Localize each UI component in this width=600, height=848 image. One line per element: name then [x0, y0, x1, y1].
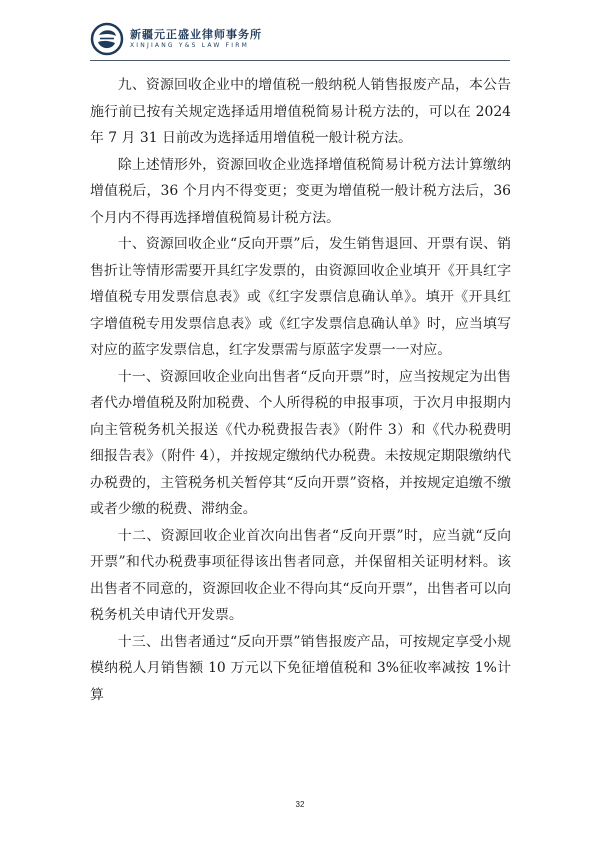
firm-logo-icon [90, 22, 124, 56]
header-divider [90, 60, 510, 61]
page-number: 32 [295, 800, 305, 809]
firm-name-english: XINJIANG Y&S LAW FIRM [130, 42, 249, 49]
page-footer [0, 792, 600, 811]
paragraph-item-9: 九、资源回收企业中的增值税一般纳税人销售报废产品，本公告施行前已按有关规定选择适用增值税简易计税方法的，可以在 2024 年 7 月 31 日前改为选择适用增值税一般计税方法。 [90, 77, 511, 146]
paragraph-item-9-continued: 除上述情形外，资源回收企业选择增值税简易计税方法计算缴纳增值税后，36 个月内不得变更；变更为增值税一般计税方法后，36 个月内不得再选择增值税简易计税方法。 [90, 156, 511, 226]
document-body [90, 72, 511, 708]
paragraph-item-12: 十二、资源回收企业首次向出售者“反向开票”时，应当就“反向开票”和代办税费事项征得该出售者同意，并保留相关证明材料。该出售者不同意的，资源回收企业不得向其“反向开票”，出售者可以向税务机关申请代开发票。 [90, 527, 511, 623]
firm-name: 新疆元正盛业律师事务所 [130, 28, 262, 41]
paragraph-item-10: 十、资源回收企业“反向开票”后，发生销售退回、开票有误、销售折让等情形需要开具红字发票的，由资源回收企业填开《开具红字增值税专用发票信息表》或《红字发票信息确认单》。填开《开具红字增值税专用发票信息表》或《红字发票信息确认单》时，应当填写对应的蓝字发票信息，红字发票需与原蓝字发票一一对应。 [90, 236, 511, 358]
paragraph-item-11: 十一、资源回收企业向出售者“反向开票”时，应当按规定为出售者代办增值税及附加税费、个人所得税的申报事项，于次月申报期内向主管税务机关报送《代办税费报告表》（附件 3）和《代办税费明细报告表》（附件 4），并按规定缴纳代办税费。未按规定期限缴纳代办税费的，主管税务机关暂停其“反向开票”资格，并按规定追缴不缴或者少缴的税费、滞纳金。 [90, 368, 511, 517]
letterhead [90, 22, 510, 62]
paragraph-item-13: 十三、出售者通过“反向开票”销售报废产品，可按规定享受小规模纳税人月销售额 10 万元以下免征增值税和 3%征收率减按 1%计算 [90, 633, 511, 703]
